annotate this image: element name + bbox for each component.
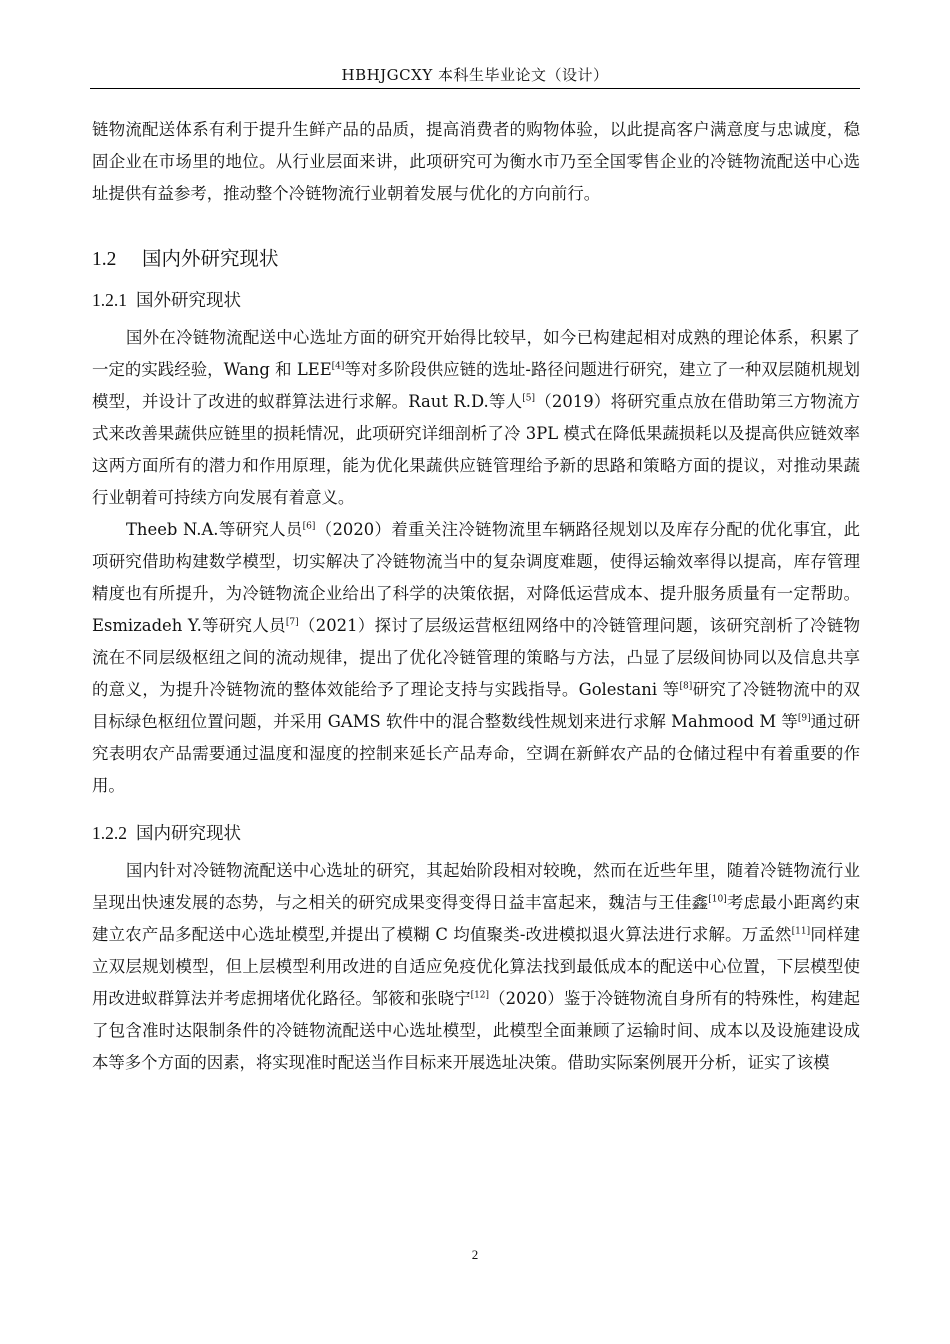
text-run: （2019）将研究重点放在借助第三方物流方式来改善果蔬供应链里的损耗情况，此项研究详细剖析了冷 3PL 模式在降低果蔬损耗以及提高供应链效率这两方面所有的潜力和作用原理，能为优化果蔬供应链管理给予新的思路和策略方面的提议，对推动果蔬行业朝着可持续方向发展有着意义。 (92, 392, 860, 507)
citation-ref: [6] (302, 521, 316, 532)
page-number: 2 (471, 1247, 479, 1262)
text-run: 通过研究表明农产品需要通过温度和湿度的控制来延长产品寿命，空调在新鲜农产品的仓储过程中有着重要的作用。 (92, 712, 861, 795)
paragraph-foreign-2 (92, 514, 860, 802)
text-run: （2020）着重关注冷链物流里车辆路径规划以及库存分配的优化事宜，此项研究借助构建数学模型，切实解决了冷链物流当中的复杂调度难题，使得运输效率得以提高，库存管理精度也有所提升，为冷链物流企业给出了科学的决策依据，对降低运营成本、提升服务质量有一定帮助。Esmizadeh Y.等研究人员 (92, 520, 860, 635)
body-text (92, 114, 860, 1079)
subsection-heading-1-2-1 (92, 283, 860, 318)
paragraph-foreign-1 (92, 322, 860, 514)
paragraph-domestic-1 (92, 855, 860, 1079)
text-run: （2021）探讨了层级运营枢纽网络中的冷链管理问题，该研究剖析了冷链物流在不同层级枢纽之间的流动规律，提出了优化冷链管理的策略与方法，凸显了层级间协同以及信息共享的意义，为提升冷链物流的整体效能给予了理论支持与实践指导。Golestani 等 (92, 616, 860, 699)
citation-ref: [9] (797, 713, 811, 724)
citation-ref: [11] (791, 926, 811, 937)
text-run: 等对多阶段供应链的选址-路径问题进行研究，建立了一种双层随机规划模型，并设计了改进的蚁群算法进行求解。Raut R.D.等人 (92, 360, 860, 411)
subsection-title: 国内研究现状 (136, 824, 241, 844)
text-run: 研究了冷链物流中的双目标绿色枢纽位置问题，并采用 GAMS 软件中的混合整数线性规划来进行求解 Mahmood M 等 (92, 680, 860, 731)
citation-ref: [7] (285, 617, 299, 628)
section-number: 1.2 (92, 249, 117, 270)
citation-ref: [12] (470, 990, 490, 1001)
paragraph-continued: 链物流配送体系有利于提升生鲜产品的品质，提高消费者的购物体验，以此提高客户满意度与忠诚度，稳固企业在市场里的地位。从行业层面来讲，此项研究可为衡水市乃至全国零售企业的冷链物流配送中心选址提供有益参考，推动整个冷链物流行业朝着发展与优化的方向前行。 (92, 120, 860, 203)
citation-ref: [5] (522, 393, 536, 404)
citation-ref: [10] (708, 894, 727, 905)
citation-ref: [4] (331, 361, 345, 372)
subsection-number: 1.2.1 (92, 290, 127, 310)
section-heading-1-2 (92, 243, 860, 276)
text-run: Theeb N.A.等研究人员 (126, 520, 303, 539)
text-run: 国内针对冷链物流配送中心选址的研究，其起始阶段相对较晚，然而在近些年里，随着冷链物流行业呈现出快速发展的态势，与之相关的研究成果变得变得日益丰富起来，魏洁与王佳鑫 (92, 861, 860, 912)
text-run: （2020）鉴于冷链物流自身所有的特殊性，构建起了包含准时达限制条件的冷链物流配送中心选址模型，此模型全面兼顾了运输时间、成本以及设施建设成本等多个方面的因素，将实现准时配送当作目标来开展选址决策。借助实际案例展开分析，证实了该模 (92, 989, 861, 1072)
header-rule (90, 88, 860, 89)
subsection-number: 1.2.2 (92, 823, 127, 843)
text-run: 国外在冷链物流配送中心选址方面的研究开始得比较早，如今已构建起相对成熟的理论体系，积累了一定的实践经验，Wang 和 LEE (92, 328, 860, 379)
section-title: 国内外研究现状 (142, 247, 279, 270)
subsection-title: 国外研究现状 (136, 291, 241, 311)
running-header: HBHJGCXY 本科生毕业论文（设计） (341, 66, 609, 84)
text-run: 考虑最小距离约束建立农产品多配送中心选址模型,并提出了模糊 C 均值聚类-改进模拟退火算法进行求解。万孟然 (92, 893, 861, 944)
subsection-heading-1-2-2 (92, 816, 860, 851)
text-run: 同样建立双层规划模型，但上层模型利用改进的自适应免疫优化算法找到最低成本的配送中心位置，下层模型使用改进蚁群算法并考虑拥堵优化路径。邹筱和张晓宁 (92, 925, 860, 1008)
citation-ref: [8] (679, 681, 693, 692)
